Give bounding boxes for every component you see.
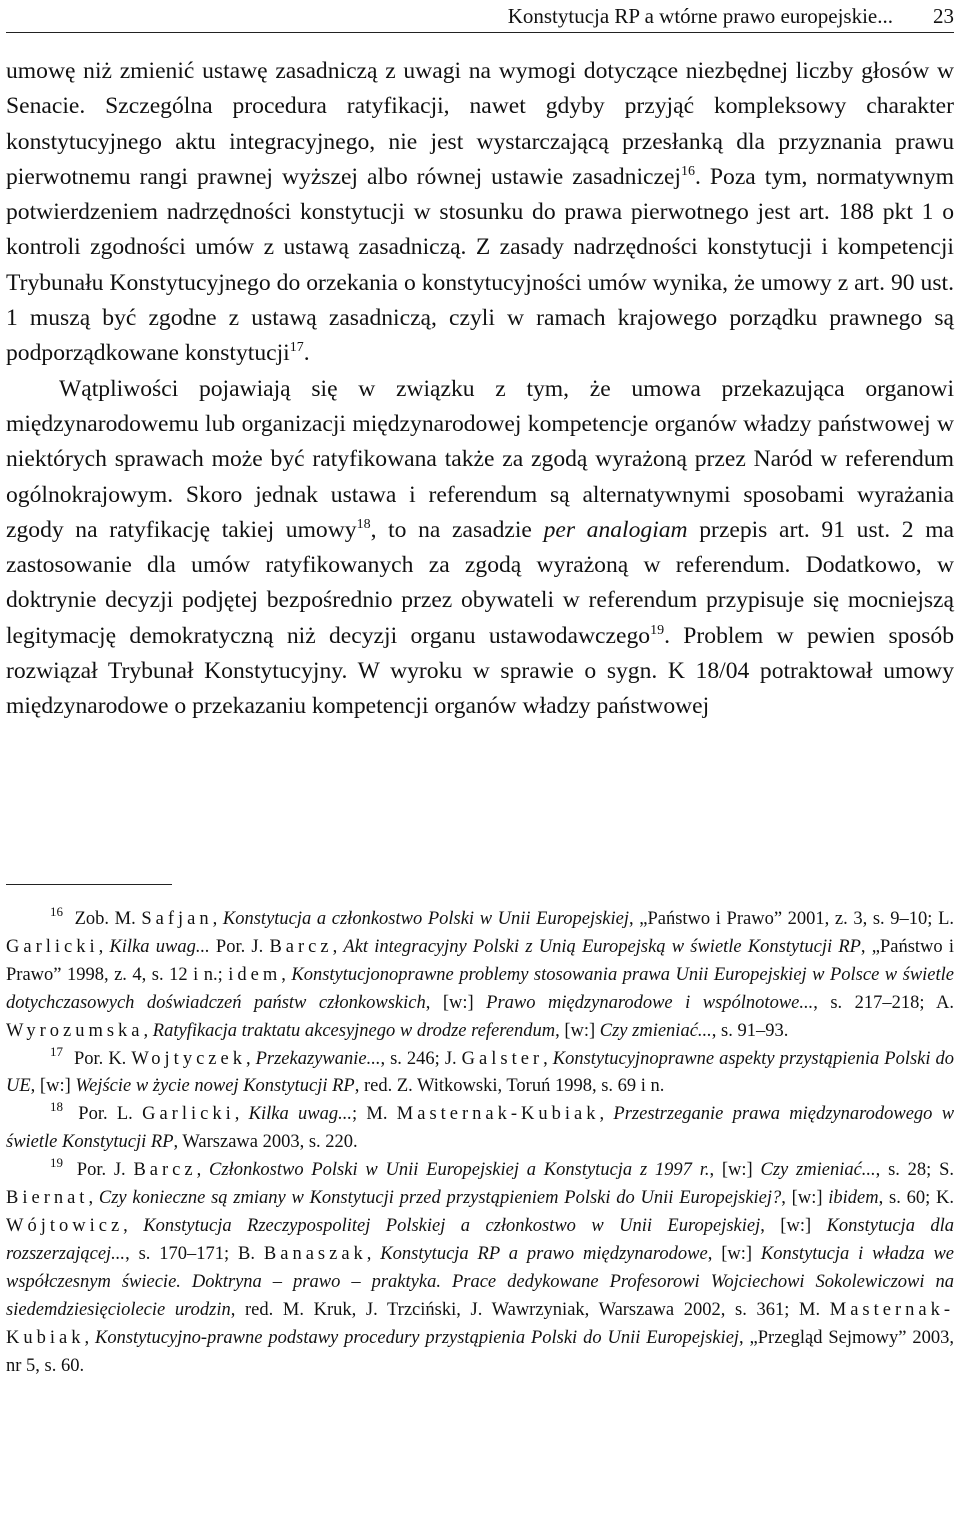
footnote-separator [6, 884, 172, 885]
footnote-16: $^{16}$ Zob. M. Safjan, Konstytucja a członkostwo Polski w Unii Europejskiej, „Państwo i Prawo” 2001, z. 3, s. 9–10; L. Garlicki, Kilka uwag... Por. J. Barcz, Akt integracyjny Polski z Unią Europejską w świetle Konstytucji RP, „Państwo i Prawo” 1998, z. 4, s. 12 i n.; idem, Konstytucjonoprawne problemy stosowania prawa Unii Europejskiej w Polsce w świetle dotychczasowych doświadczeń państw członkowskich, [w:] Prawo międzynarodowe i wspólnotowe..., s. 217–218; A. Wyrozumska, Ratyfikacja traktatu akcesyjnego w drodze referendum, [w:] Czy zmieniać..., s. 91–93. [6, 904, 955, 1041]
footnote-ref-17[interactable]: 17 [289, 340, 304, 356]
footnote-ref-18[interactable]: 18 [356, 516, 371, 532]
footnotes [6, 906, 954, 1380]
paragraph-1: umowę niż zmienić ustawę zasadniczą z uwagi na wymogi dotyczące niezbędnej liczby głosów w Senacie. Szczególna procedura ratyfikacji, nawet gdyby przyjąć kompleksowy charakter konstytucyjnego aktu integracyjnego, nie jest wystarczającą przesłanką dla przyznania prawu pierwotnemu rangi prawnej wyższej albo równej ustawie zasadniczej$^{16}$. Poza tym, normatywnym potwierdzeniem nadrzędności konstytucji w stosunku do prawa pierwotnego jest art. 188 pkt 1 o kontroli zgodności umów z ustawą zasadniczą. Z zasady nadrzędności konstytucji i kompetencji Trybunału Konstytucyjnego do orzekania o konstytucyjności umów wynika, że umowy z art. 90 ust. 1 muszą być zgodne z ustawą zasadniczą, czyli w ramach krajowego porządku prawnego są podporządkowane konstytucji$^{17}$. [6, 58, 955, 367]
page-number: 23 [933, 4, 954, 28]
footnote-18: $^{18}$ Por. L. Garlicki, Kilka uwag...; M. Masternak-Kubiak, Przestrzeganie prawa międzynarodowego w świetle Konstytucji RP, Warszawa 2003, s. 220. [6, 1099, 955, 1153]
main-text [6, 54, 954, 725]
running-header [6, 0, 954, 33]
paragraph-2: Wątpliwości pojawiają się w związku z tym, że umowa przekazująca organowi międzynarodowemu lub organizacji międzynarodowej kompetencje organów władzy państwowej w niektórych sprawach może być ratyfikowana także za zgodą wyrażoną przez Naród w referendum ogólnokrajowym. Skoro jednak ustawa i referendum są alternatywnymi sposobami wyrażania zgody na ratyfikację takiej umowy$^{18}$, to na zasadzie per analogiam przepis art. 91 ust. 2 ma zastosowanie dla umów ratyfikowanych za zgodą wyrażoną w referendum. Dodatkowo, w doktrynie decyzji podjętej bezpośrednio przez obywateli w referendum przypisuje się mocniejszą legitymację demokratyczną niż decyzji organu ustawodawczego$^{19}$. Problem w pewien sposób rozwiązał Trybunał Konstytucyjny. W wyroku w sprawie o sygn. K 18/04 potraktował umowy międzynarodowe o przekazaniu kompetencji organów władzy państwowej [6, 375, 955, 720]
footnote-ref-19[interactable]: 19 [650, 622, 665, 638]
footnote-17: $^{17}$ Por. K. Wojtyczek, Przekazywanie..., s. 246; J. Galster, Konstytucyjnoprawne aspekty przystąpienia Polski do UE, [w:] Wejście w życie nowej Konstytucji RP, red. Z. Witkowski, Toruń 1998, s. 69 i n. [6, 1043, 955, 1097]
footnote-19: $^{19}$ Por. J. Barcz, Członkostwo Polski w Unii Europejskiej a Konstytucja z 1997 r., [w:] Czy zmieniać..., s. 28; S. Biernat, Czy konieczne są zmiany w Konstytucji przed przystąpieniem Polski do Unii Europejskiej?, [w:] ibidem, s. 60; K. Wójtowicz, Konstytucja Rzeczypospolitej Polskiej a członkostwo w Unii Europejskiej, [w:] Konstytucja dla rozszerzającej..., s. 170–171; B. Banaszak, Konstytucja RP a prawo międzynarodowe, [w:] Konstytucja i władza we współczesnym świecie. Doktryna – prawo – praktyka. Prace dedykowane Profesorowi Wojciechowi Sokolewiczowi na siedemdziesięciolecie urodzin, red. M. Kruk, J. Trzciński, J. Wawrzyniak, Warszawa 2002, s. 361; M. Masternak-Kubiak, Konstytucyjno-prawne podstawy procedury przystąpienia Polski do Unii Europejskiej, „Przegląd Sejmowy” 2003, nr 5, s. 60. [6, 1155, 955, 1376]
running-title: Konstytucja RP a wtórne prawo europejskie... [507, 4, 893, 28]
footnote-ref-16[interactable]: 16 [680, 163, 695, 179]
